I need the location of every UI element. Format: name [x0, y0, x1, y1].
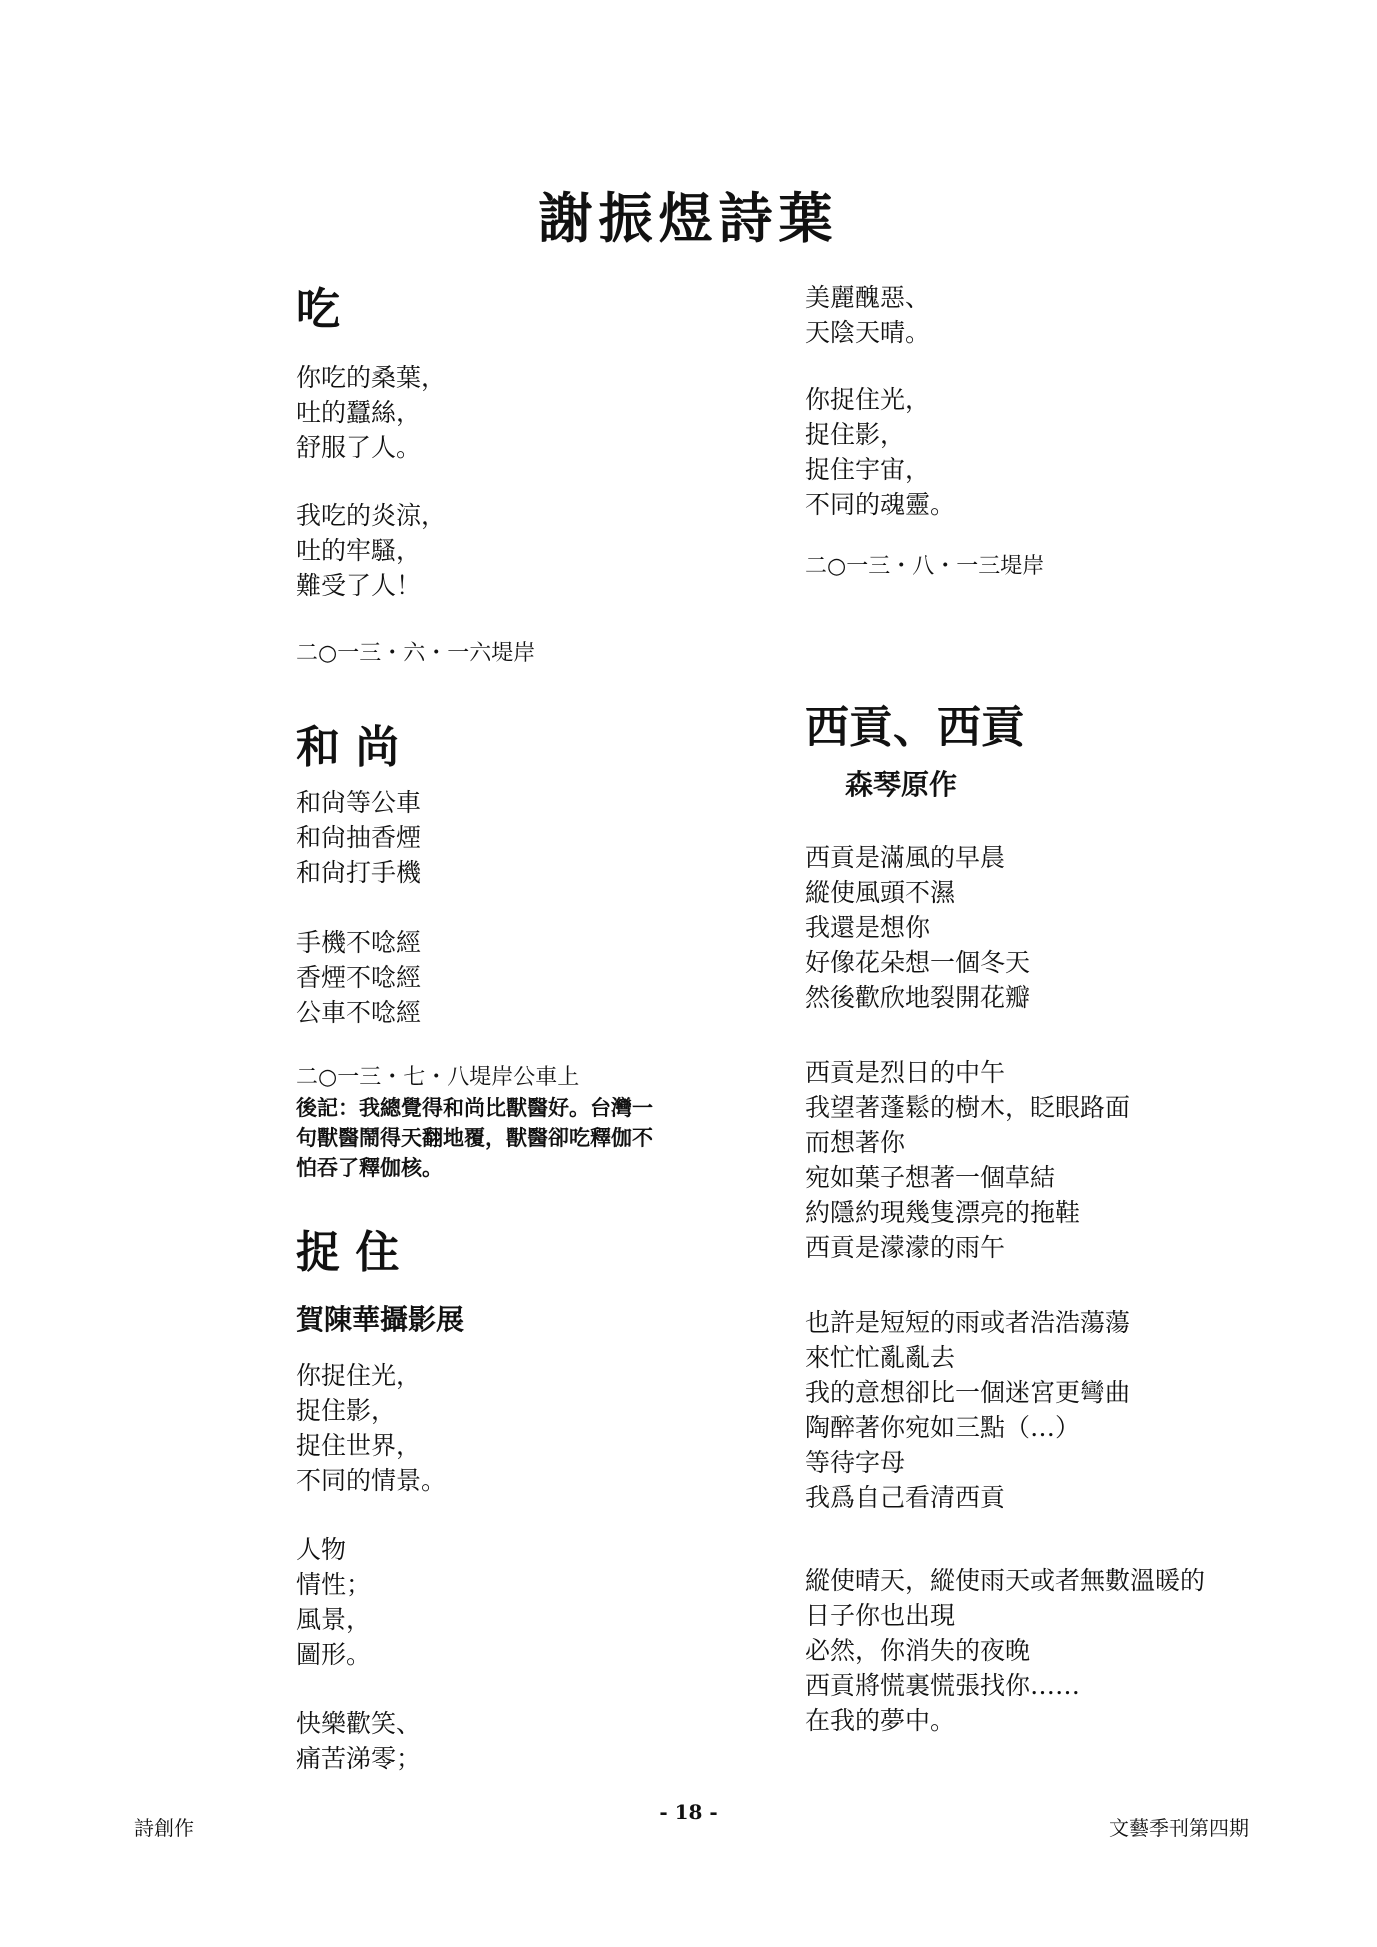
poem-line: 香煙不唸經 — [296, 963, 422, 992]
poem-xigong-stanza-1 — [805, 840, 1030, 1015]
poem-line: 和尙抽香煙 — [296, 823, 422, 852]
poem-subtitle: 賀陳華攝影展 — [296, 1303, 465, 1336]
poem-line: 風景， — [296, 1605, 372, 1634]
poem-line: 在我的夢中。 — [805, 1706, 956, 1735]
poem-title: 西貢、西貢 — [805, 702, 1025, 753]
poem-line: 捉住影， — [805, 420, 906, 449]
poem-line: 等待字母 — [805, 1448, 906, 1477]
poem-date: 二○一三・七・八堤岸公車上 — [296, 1065, 580, 1090]
poem-line: 手機不唸經 — [296, 928, 422, 957]
poem-title: 吃 — [296, 284, 340, 335]
poem-title: 和 尚 — [296, 722, 400, 773]
poem-zhuozhu-stanza-3-part-1 — [296, 1706, 421, 1776]
poem-line: 我的意想卻比一個迷宮更彎曲 — [805, 1378, 1131, 1407]
poem-line: 舒服了人。 — [296, 433, 422, 462]
poem-line: 和尙等公車 — [296, 788, 422, 817]
poem-zhuozhu-stanza-3-part-2 — [805, 280, 930, 350]
poem-xigong-stanza-2 — [805, 1055, 1130, 1265]
poem-zhuozhu-stanza-2 — [296, 1532, 371, 1672]
poem-line: 西貢是濛濛的雨午 — [805, 1233, 1006, 1262]
poem-line: 不同的魂靈。 — [805, 490, 956, 519]
poem-chi — [296, 282, 340, 338]
poem-subtitle: 森琴原作 — [845, 768, 958, 801]
poem-line: 也許是短短的雨或者浩浩蕩蕩 — [805, 1308, 1131, 1337]
poem-line: 不同的情景。 — [296, 1466, 447, 1495]
poem-line: 人物 — [296, 1535, 347, 1564]
poem-line: 你捉住光， — [296, 1361, 422, 1390]
poem-line: 來忙忙亂亂去 — [805, 1343, 956, 1372]
poem-line: 縱使風頭不濕 — [805, 878, 956, 907]
poem-xigong-stanza-4 — [805, 1563, 1205, 1738]
poem-line: 我爲自己看清西貢 — [805, 1483, 1006, 1512]
poem-line: 和尙打手機 — [296, 858, 422, 887]
poem-line: 西貢是滿風的早晨 — [805, 843, 1006, 872]
poem-zhuozhu-stanza-4 — [805, 382, 955, 522]
poem-line: 然後歡欣地裂開花瓣 — [805, 983, 1031, 1012]
poem-line: 情性； — [296, 1570, 372, 1599]
poem-line: 捉住宇宙， — [805, 455, 931, 484]
postscript-note: 後記：我總覺得和尚比獸醫好。台灣一句獸醫鬧得天翻地覆，獸醫卻吃釋伽不怕吞了釋伽核。 — [296, 1096, 653, 1180]
poem-line: 縱使晴天，縱使雨天或者無數溫暖的 — [805, 1566, 1206, 1595]
poem-line: 痛苦涕零； — [296, 1744, 422, 1773]
poem-line: 而想著你 — [805, 1128, 906, 1157]
poem-line: 公車不唸經 — [296, 998, 422, 1027]
poem-line: 美麗醜惡、 — [805, 283, 931, 312]
poem-line: 你吃的桑葉， — [296, 363, 447, 392]
poem-line: 捉住世界， — [296, 1431, 422, 1460]
poem-chi-stanza-1 — [296, 360, 446, 465]
poem-heshang-stanza-1 — [296, 785, 421, 890]
footer-publication-label: 文藝季刊第四期 — [1109, 1816, 1249, 1840]
poem-date: 二○一三・八・一三堤岸 — [805, 554, 1045, 579]
page-title: 謝振煜詩葉 — [538, 186, 839, 250]
poem-date: 二○一三・六・一六堤岸 — [296, 641, 536, 666]
poem-line: 西貢是烈日的中午 — [805, 1058, 1006, 1087]
poem-line: 西貢將慌裏慌張找你…… — [805, 1671, 1081, 1700]
poem-line: 天陰天晴。 — [805, 318, 931, 347]
poem-line: 約隱約現幾隻漂亮的拖鞋 — [805, 1198, 1081, 1227]
poem-line: 你捉住光， — [805, 385, 931, 414]
poem-line: 我望著蓬鬆的樹木，眨眼路面 — [805, 1093, 1131, 1122]
poem-line: 我吃的炎涼， — [296, 501, 447, 530]
poem-line: 圖形。 — [296, 1640, 372, 1669]
page-number: - 18 - — [659, 1800, 718, 1824]
poem-line: 快樂歡笑、 — [296, 1709, 422, 1738]
poem-line: 好像花朵想一個冬天 — [805, 948, 1031, 977]
poem-line: 日子你也出現 — [805, 1601, 956, 1630]
poem-line: 陶醉著你宛如三點（…） — [805, 1413, 1081, 1442]
poem-title: 捉 住 — [296, 1227, 400, 1278]
poem-line: 吐的牢騷， — [296, 536, 422, 565]
poem-chi-stanza-2 — [296, 498, 446, 603]
poem-line: 捉住影， — [296, 1396, 397, 1425]
poem-zhuozhu-stanza-1 — [296, 1358, 446, 1498]
poem-line: 宛如葉子想著一個草結 — [805, 1163, 1056, 1192]
poem-line: 我還是想你 — [805, 913, 931, 942]
poem-heshang-stanza-2 — [296, 925, 421, 1030]
poem-line: 必然，你消失的夜晚 — [805, 1636, 1031, 1665]
poem-line: 難受了人！ — [296, 571, 422, 600]
poem-line: 吐的蠶絲， — [296, 398, 422, 427]
poem-xigong-stanza-3 — [805, 1305, 1130, 1515]
footer-section-label: 詩創作 — [134, 1816, 194, 1840]
